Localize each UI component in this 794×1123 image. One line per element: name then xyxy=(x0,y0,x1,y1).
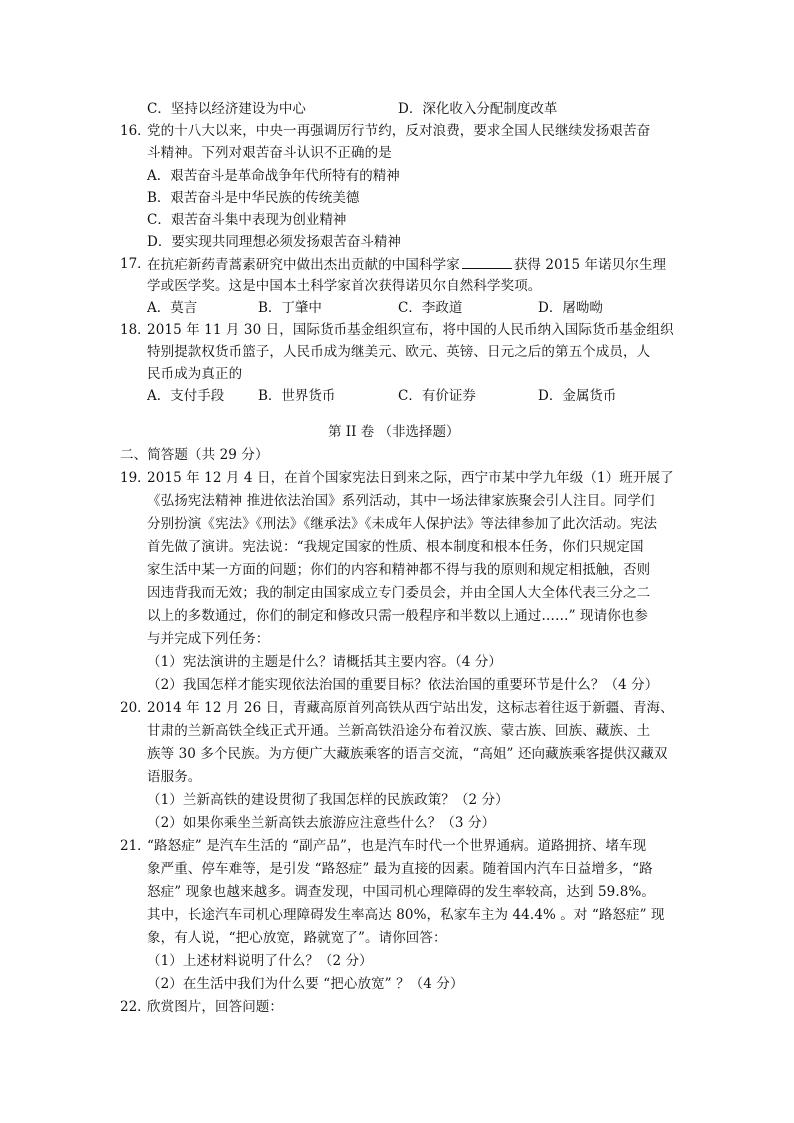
answer-blank xyxy=(462,254,512,269)
section-heading: 二、简答题（共 29 分） xyxy=(120,447,269,463)
q18-stem-line-2: 特别提款权货币篮子，人民币成为继美元、欧元、英镑、日元之后的第五个成员，人 xyxy=(147,344,651,360)
q17-option-b: B．丁肇中 xyxy=(258,300,322,316)
q17-option-a: A．莫言 xyxy=(147,300,198,316)
q21-line: 其中，长途汽车司机心理障碍发生率高达 80%，私家车主为 44.4% 。对 “路怒症” 现 xyxy=(147,907,665,923)
q20-sub-question-1: （1）兰新高铁的建设贯彻了我国怎样的民族政策？（2 分） xyxy=(147,792,509,808)
q19-line: 因违背我而无效；我的制定由国家成立专门委员会，并由全国人大全体代表三分之二 xyxy=(147,585,651,601)
q16-option-c: C．艰苦奋斗集中表现为创业精神 xyxy=(147,212,347,228)
q19-sub-question-2: （2）我国怎样才能实现依法治国的重要目标？依法治国的重要环节是什么？（4 分） xyxy=(147,677,659,693)
q19-line: 《弘扬宪法精神 推进依法治国》系列活动，其中一场法律家族聚会引人注目。同学们 xyxy=(147,493,655,509)
q21-number: 21． xyxy=(120,838,151,854)
q19-line: 家生活中某一方面的问题；你们的内容和精神都不得与我的原则和规定相抵触，否则 xyxy=(147,562,651,578)
q21-line: 象严重、停车难等，是引发 “路怒症” 最为直接的因素。随着国内汽车日益增多，“路 xyxy=(147,861,653,877)
q17-number: 17． xyxy=(120,256,151,272)
q20-line: 族等 30 多个民族。为方便广大藏族乘客的语言交流，“高姐” 还向藏族乘客提供汉藏双 xyxy=(147,746,668,762)
q22-number: 22． xyxy=(120,999,151,1015)
q20-line: 2014 年 12 月 26 日，青藏高原首列高铁从西宁站出发，这标志着往返于新疆、青海、 xyxy=(147,700,674,716)
q17-stem-line-1 xyxy=(147,254,666,276)
q19-line: 以上的多数通过，你们的制定和修改只需一般程序和半数以上通过……” 现请你也参 xyxy=(147,608,648,624)
part-2-title: 第 II 卷 （非选择题） xyxy=(328,424,460,440)
q16-option-d: D．要实现共同理想必须发扬艰苦奋斗精神 xyxy=(147,234,401,250)
q17-option-c: C．李政道 xyxy=(398,300,463,316)
q18-number: 18． xyxy=(120,322,151,338)
q17-stem-part-2: 获得 2015 年诺贝尔生理 xyxy=(513,257,667,273)
q18-option-b: B．世界货币 xyxy=(258,388,336,404)
q21-line: “路怒症” 是汽车生活的 “副产品”，也是汽车时代一个世界通病。道路拥挤、堵车现 xyxy=(147,838,647,854)
q16-stem-line-1: 党的十八大以来，中央一再强调厉行节约，反对浪费，要求全国人民继续发扬艰苦奋 xyxy=(147,123,651,139)
q17-stem-part-1: 在抗疟新药青蒿素研究中做出杰出贡献的中国科学家 xyxy=(147,257,460,273)
q18-stem-line-1: 2015 年 11 月 30 日，国际货币基金组织宣布，将中国的人民币纳入国际货币基金组织 xyxy=(147,322,674,338)
q20-number: 20． xyxy=(120,700,151,716)
q16-number: 16． xyxy=(120,123,151,139)
q21-sub-question-2: （2）在生活中我们为什么要 “把心放宽” ？（4 分） xyxy=(147,976,464,992)
q16-option-a: A．艰苦奋斗是革命战争年代所特有的精神 xyxy=(147,168,400,184)
q19-number: 19． xyxy=(120,470,151,486)
q19-line: 首先做了演讲。宪法说：“我规定国家的性质、根本制度和根本任务，你们只规定国 xyxy=(147,539,644,555)
q20-line: 语服务。 xyxy=(147,769,202,785)
q18-option-c: C．有价证券 xyxy=(398,388,476,404)
q17-stem-line-2: 学或医学奖。这是中国本土科学家首次获得诺贝尔自然科学奖项。 xyxy=(147,278,542,294)
q22-stem: 欣赏图片，回答问题： xyxy=(147,999,283,1015)
q15-option-d: D．深化收入分配制度改革 xyxy=(398,101,558,117)
q16-stem-line-2: 斗精神。下列对艰苦奋斗认识不正确的是 xyxy=(147,145,392,161)
q20-sub-question-2: （2）如果你乘坐兰新高铁去旅游应注意些什么？（3 分） xyxy=(147,815,496,831)
q19-line: 2015 年 12 月 4 日，在首个国家宪法日到来之际，西宁市某中学九年级（1）班开展了 xyxy=(147,470,674,486)
q18-option-a: A．支付手段 xyxy=(147,388,225,404)
q21-line: 象，有人说，“把心放宽，路就宽了”。请你回答： xyxy=(147,930,447,946)
q15-option-c: C．坚持以经济建设为中心 xyxy=(147,101,306,117)
q20-line: 甘肃的兰新高铁全线正式开通。兰新高铁沿途分布着汉族、蒙古族、回族、藏族、土 xyxy=(147,723,651,739)
q19-line: 分别扮演《宪法》《刑法》《继承法》《未成年人保护法》等法律参加了此次活动。宪法 xyxy=(147,516,658,532)
q21-line: 怒症” 现象也越来越多。调查发现，中国司机心理障碍的发生率较高，达到 59.8%。 xyxy=(147,884,655,900)
q19-sub-question-1: （1）宪法演讲的主题是什么？请概括其主要内容。（4 分） xyxy=(147,654,503,670)
q17-option-d: D．屠呦呦 xyxy=(538,300,603,316)
q18-option-d: D．金属货币 xyxy=(538,388,617,404)
q16-option-b: B．艰苦奋斗是中华民族的传统美德 xyxy=(147,190,360,206)
q19-line: 与并完成下列任务： xyxy=(147,631,270,647)
q18-stem-line-3: 民币成为真正的 xyxy=(147,366,243,382)
q21-sub-question-1: （1）上述材料说明了什么？（2 分） xyxy=(147,953,373,969)
